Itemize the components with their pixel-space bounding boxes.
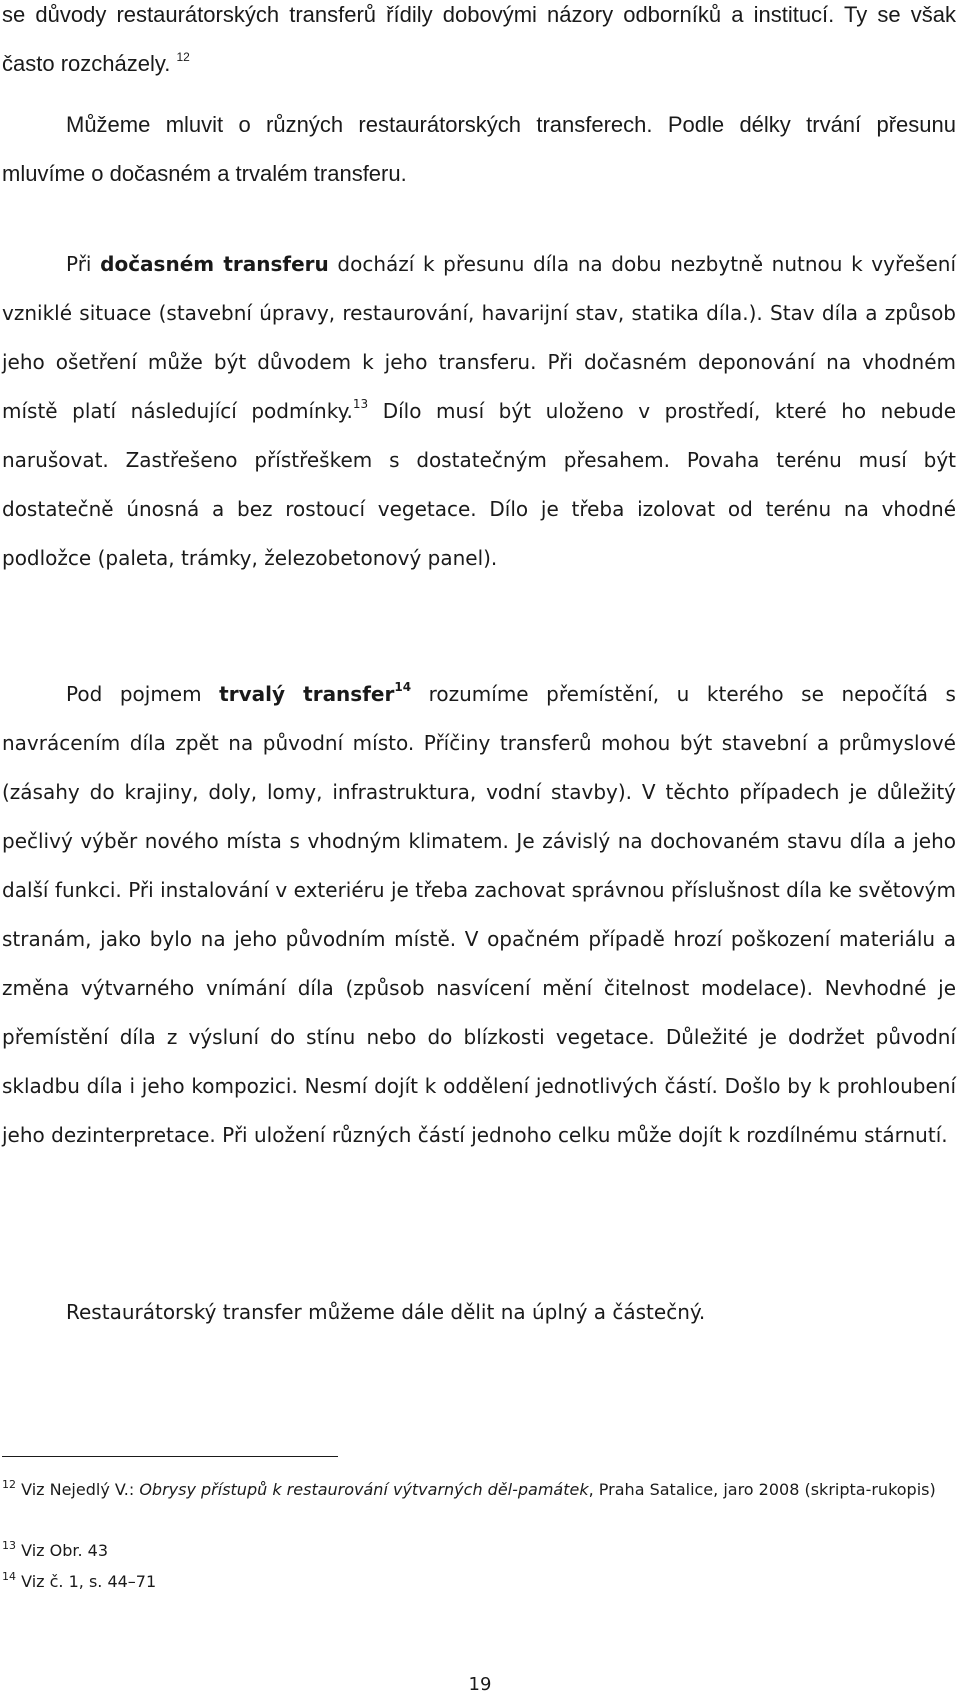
term-temporary-transfer: dočasném transferu	[100, 252, 329, 276]
page-number: 19	[468, 1674, 492, 1695]
footnote-14-text: Viz č. 1, s. 44–71	[21, 1572, 157, 1591]
paragraph-permanent-transfer	[2, 670, 956, 1160]
paragraph-4-text: rozumíme přemístění, u kterého se nepočítá s navrácením díla zpět na původní místo. Příčiny transferů mohou být stavební a průmyslové (zásahy do krajiny, doly, lomy, infrastruktura, vodní stavby). V těchto případech je důležitý pečlivý výběr nového místa s vhodným klimatem. Je závislý na dochovaném stavu díla a jeho další funkci. Při instalování v exteriéru je třeba zachovat správnou příslušnost díla ke světovým stranám, jako bylo na jeho původním místě. V opačném případě hrozí poškození materiálu a změna výtvarného vnímání díla (způsob nasvícení mění čitelnost modelace). Nevhodné je přemístění díla z výsluní do stínu nebo do blízkosti vegetace. Důležité je dodržet původní skladbu díla i jeho kompozici. Nesmí dojít k oddělení jednotlivých částí. Došlo by k prohloubení jeho dezinterpretace. Při uložení různých částí jednoho celku může dojít k rozdílnému stárnutí.	[2, 682, 956, 1147]
paragraph-2-text: Můžeme mluvit o různých restaurátorských transferech. Podle délky trvání přesunu mluvíme o dočasném a trvalém transferu.	[2, 112, 956, 186]
term-permanent-transfer	[219, 682, 411, 706]
footnote-12-lead: Viz Nejedlý V.:	[21, 1480, 135, 1499]
paragraph-4-lead: Pod pojmem	[66, 682, 202, 706]
footnote-ref-12[interactable]: 12	[176, 50, 190, 64]
paragraph-2	[2, 100, 956, 198]
footnote-13-number: 13	[2, 1539, 16, 1552]
paragraph-1	[2, 0, 956, 88]
footnote-separator	[2, 1456, 338, 1457]
footnote-12-tail: , Praha Satalice, jaro 2008 (skripta-rukopis)	[588, 1480, 936, 1499]
paragraph-temporary-transfer	[2, 240, 956, 583]
footnote-14	[2, 1567, 952, 1597]
footnote-13-text: Viz Obr. 43	[21, 1541, 109, 1560]
footnote-14-number: 14	[2, 1570, 16, 1583]
footnote-12-title: Obrysy přístupů k restaurování výtvarných děl-památek	[139, 1480, 589, 1499]
term-permanent-transfer-text: trvalý transfer	[219, 682, 395, 706]
footnote-12	[2, 1475, 952, 1505]
paragraph-1-text: se důvody restaurátorských transferů řídily dobovými názory odborníků a institucí. Ty se však často rozcházely.	[2, 2, 956, 76]
footnote-ref-13[interactable]: 13	[352, 397, 369, 411]
footnote-ref-14[interactable]: 14	[394, 680, 412, 694]
paragraph-3-lead: Při	[66, 252, 92, 276]
footnote-13	[2, 1536, 952, 1566]
paragraph-5-text: Restaurátorský transfer můžeme dále dělit na úplný a částečný.	[66, 1300, 706, 1324]
paragraph-5	[2, 1288, 956, 1337]
paragraph-3-text-b: Dílo musí být uloženo v prostředí, které ho nebude narušovat. Zastřešeno přístřeškem s dostatečným přesahem. Povaha terénu musí být dostatečně únosná a bez rostoucí vegetace. Dílo je třeba izolovat od terénu na vhodné podložce (paleta, trámky, železobetonový panel).	[2, 399, 956, 570]
paragraph-3-text-a: dochází k přesunu díla na dobu nezbytně nutnou k vyřešení vzniklé situace (stavební úpravy, restaurování, havarijní stav, statika díla.). Stav díla a způsob jeho ošetření může být důvodem k jeho transferu. Při dočasném deponování na vhodném místě platí následující podmínky.	[2, 252, 957, 423]
footnote-12-number: 12	[2, 1478, 16, 1491]
